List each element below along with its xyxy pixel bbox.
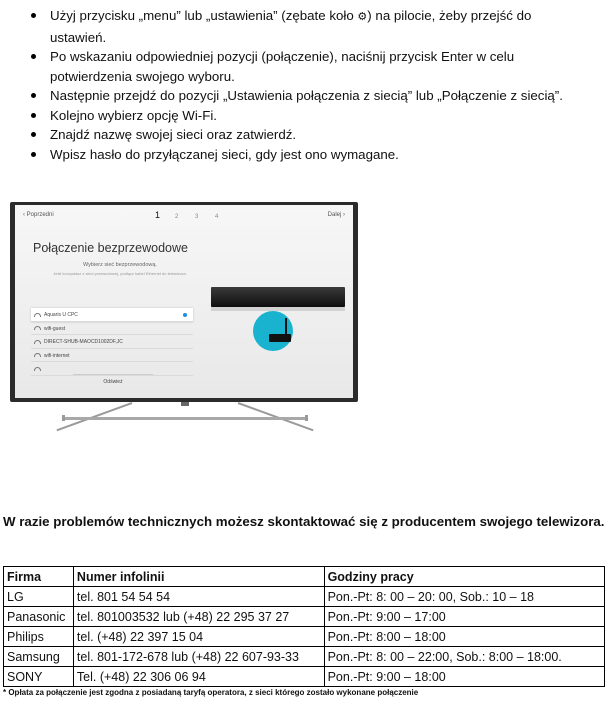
table-cell-company: Philips xyxy=(4,627,74,647)
network-item xyxy=(31,308,193,322)
list-item xyxy=(0,106,610,126)
bullet-dot xyxy=(31,13,36,18)
router-icon xyxy=(269,334,291,342)
network-name: wifi-internet xyxy=(44,352,70,359)
tv-refresh-button: Odśwież xyxy=(73,374,153,388)
tv-step: 2 xyxy=(175,214,179,220)
instructions-list xyxy=(0,6,610,164)
table-row xyxy=(4,607,605,627)
gear-icon: ⚙ xyxy=(357,11,368,23)
network-item xyxy=(31,335,193,349)
contacts-table xyxy=(3,566,605,687)
tv-screen xyxy=(15,205,353,398)
table-row xyxy=(4,587,605,607)
table-row xyxy=(4,647,605,667)
tv-subtitle: Wybierz sieć bezprzewodową. xyxy=(83,262,157,268)
column-header: Godziny pracy xyxy=(324,567,604,587)
table-cell-company: SONY xyxy=(4,667,74,687)
table-cell-phone: tel. 801 54 54 54 xyxy=(73,587,324,607)
table-cell-hours: Pon.-Pt: 8: 00 – 20: 00, Sob.: 10 – 18 xyxy=(324,587,604,607)
list-item xyxy=(0,145,610,165)
table-cell-phone: tel. (+48) 22 397 15 04 xyxy=(73,627,324,647)
instruction-text: Po wskazaniu odpowiedniej pozycji (połączenie), naciśnij przycisk Enter w celu potwierdzenia swojego wyboru. xyxy=(50,49,515,84)
table-cell-hours: Pon.-Pt: 9:00 – 18:00 xyxy=(324,667,604,687)
list-item xyxy=(0,86,610,106)
tv-nav xyxy=(15,205,353,227)
instruction-text-end: ) na pilocie, żeby przejść do ustawień. xyxy=(50,8,532,45)
wifi-icon xyxy=(34,367,41,371)
network-item xyxy=(31,349,193,363)
bullet-dot xyxy=(31,152,36,157)
column-header: Numer infolinii xyxy=(73,567,324,587)
tv-illustration xyxy=(10,202,358,424)
wifi-icon xyxy=(34,326,41,330)
instruction-text: Wpisz hasło do przyłączanej sieci, gdy jest ono wymagane. xyxy=(50,146,399,162)
table-cell-company: Panasonic xyxy=(4,607,74,627)
tv-prev-label: ‹ Poprzedni xyxy=(23,212,54,218)
footnote: * Opłata za połączenie jest zgodna z posiadaną taryfą operatora, z sieci którego zostało wykonane połączenie xyxy=(3,688,419,697)
table-cell-phone: tel. 801003532 lub (+48) 22 295 37 27 xyxy=(73,607,324,627)
table-cell-phone: Tel. (+48) 22 306 06 94 xyxy=(73,667,324,687)
table-cell-hours: Pon.-Pt: 8: 00 – 22:00, Sob.: 8:00 – 18:00. xyxy=(324,647,604,667)
tv-steps xyxy=(155,210,235,220)
tv-step: 3 xyxy=(195,214,199,220)
tv-network-list xyxy=(31,308,193,376)
network-name: wifi-guest xyxy=(44,325,66,332)
table-cell-company: LG xyxy=(4,587,74,607)
table-header-row xyxy=(4,567,605,587)
tv-stand-foot xyxy=(62,415,65,421)
bullet-dot xyxy=(31,93,36,98)
table-cell-phone: tel. 801-172-678 lub (+48) 22 607-93-33 xyxy=(73,647,324,667)
table-cell-hours: Pon.-Pt: 8:00 – 18:00 xyxy=(324,627,604,647)
network-name: DIRECT-SHUB-MAOCD1002DF,JC xyxy=(44,339,123,345)
bullet-dot xyxy=(31,54,36,59)
table-cell-hours: Pon.-Pt: 9:00 – 17:00 xyxy=(324,607,604,627)
tv-stand-neck xyxy=(181,402,189,406)
router-antenna xyxy=(285,318,287,335)
device-shadow xyxy=(211,305,345,311)
list-item xyxy=(0,47,610,86)
wifi-icon xyxy=(34,313,41,317)
table-cell-company: Samsung xyxy=(4,647,74,667)
contact-paragraph: W razie problemów technicznych możesz skontaktować się z producentem swojego telewizora. xyxy=(3,514,605,529)
wifi-icon xyxy=(34,340,41,344)
tv-stand-base xyxy=(62,417,308,420)
tv-hint: Jeśli korzystasz z sieci przewodowej, podłącz kabel Ethernet do telewizora. xyxy=(53,271,187,276)
wifi-icon xyxy=(34,353,41,357)
tv-next-label: Dalej › xyxy=(327,212,345,218)
instruction-text-start: Użyj przycisku „menu” lub „ustawienia” (zębate koło xyxy=(50,8,358,23)
network-item xyxy=(31,322,193,336)
tv-step: 1 xyxy=(155,210,161,220)
table-row xyxy=(4,667,605,687)
router-highlight xyxy=(253,311,293,351)
column-header: Firma xyxy=(4,567,74,587)
instruction-text: Znajdź nazwę swojej sieci oraz zatwierdź. xyxy=(50,127,297,142)
soundbar-device xyxy=(211,287,345,307)
list-item xyxy=(0,125,610,145)
instruction-text: Kolejno wybierz opcję Wi-Fi. xyxy=(50,107,218,123)
network-name: Aquaris U CPC xyxy=(44,312,78,318)
bullet-dot xyxy=(31,113,36,118)
tv-step: 4 xyxy=(215,214,219,220)
tv-stand-foot xyxy=(305,415,308,421)
bullet-dot xyxy=(31,132,36,137)
table-row xyxy=(4,627,605,647)
list-item xyxy=(0,6,610,47)
instruction-text: Następnie przejdź do pozycji „Ustawienia połączenia z siecią” lub „Połączenie z siecią”. xyxy=(50,88,563,103)
tv-title: Połączenie bezprzewodowe xyxy=(33,241,188,255)
selected-dot-icon xyxy=(183,313,187,317)
tv-frame xyxy=(10,202,358,402)
